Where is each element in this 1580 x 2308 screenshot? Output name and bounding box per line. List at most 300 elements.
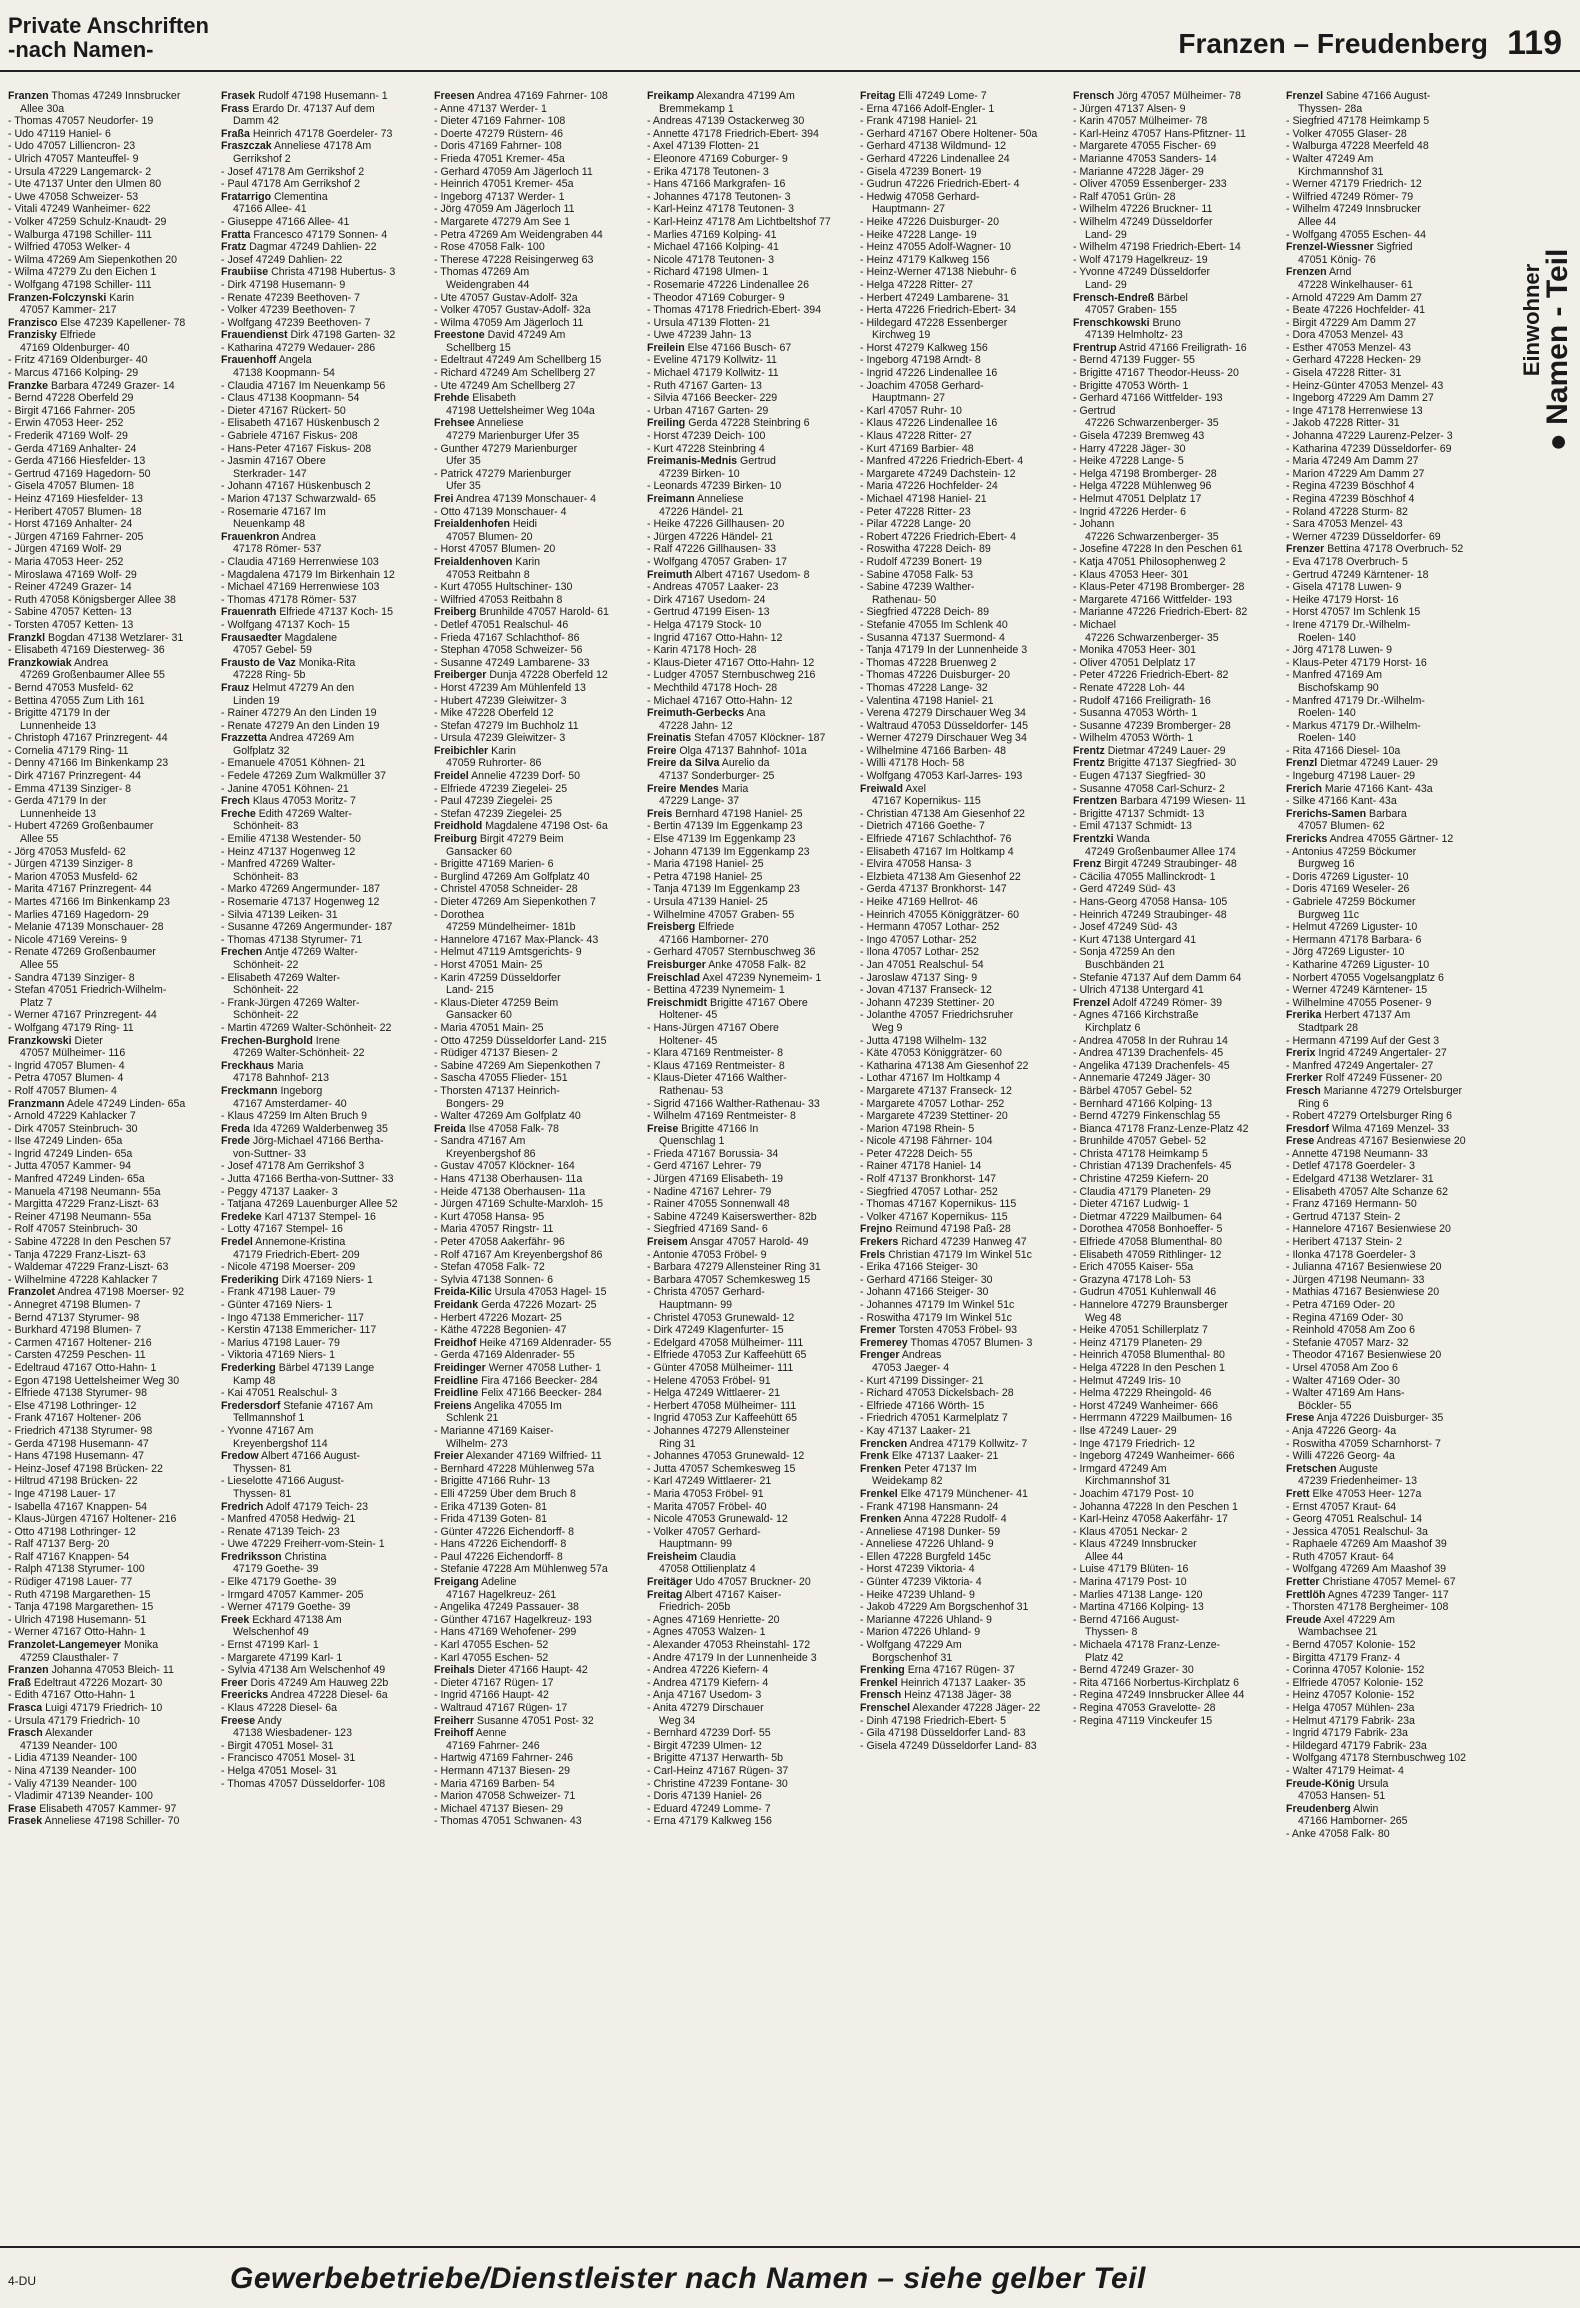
entry-text: - Wilhelm 47249 Düsseldorfer [1073, 215, 1213, 228]
entry-text: David 47249 Am [487, 329, 566, 342]
directory-entry [860, 1526, 1067, 1539]
entry-text: - Angelika 47249 Passauer- 38 [434, 1601, 579, 1614]
entry-text: Karin [515, 555, 540, 568]
directory-entry [647, 1702, 854, 1715]
directory-entry [1073, 1689, 1280, 1702]
directory-entry [434, 1803, 641, 1816]
directory-entry [434, 317, 641, 330]
directory-entry [860, 1475, 1067, 1488]
directory-entry [221, 1778, 428, 1791]
entry-continuation: Damm 42 [233, 115, 279, 128]
entry-continuation: 47269 Großenbaumer Allee 55 [20, 669, 165, 682]
directory-entry [8, 619, 215, 632]
directory-entry [8, 669, 215, 682]
surname: Freisburger [647, 958, 706, 971]
directory-entry [221, 1664, 428, 1677]
entry-text: - Elli 47259 Über dem Bruch 8 [434, 1487, 576, 1500]
entry-text: - Giuseppe 47166 Allee- 41 [221, 215, 350, 228]
directory-entry [434, 468, 641, 481]
entry-text: - Thomas 47057 Düsseldorfer- 108 [221, 1777, 386, 1790]
entry-text: - Karl-Heinz 47178 Teutonen- 3 [647, 203, 795, 216]
directory-entry [1073, 1463, 1280, 1476]
directory-entry [1286, 1299, 1493, 1312]
directory-entry [221, 216, 428, 229]
entry-text: Andrea 47139 Monschauer- 4 [455, 493, 596, 505]
directory-entry [860, 732, 1067, 745]
surname: Freire [647, 744, 677, 757]
entry-text: - Thomas 47178 Römer- 537 [221, 593, 357, 606]
entry-text: - Friedrich 47138 Styrumer- 98 [8, 1424, 153, 1437]
directory-entry [8, 1236, 215, 1249]
entry-text: - Gerhard 47167 Obere Holtener- 50a [860, 127, 1038, 140]
directory-entry [647, 1614, 854, 1627]
directory-entry [1073, 455, 1280, 468]
entry-text: - Nicole 47053 Grunewald- 12 [647, 1513, 788, 1526]
directory-entry [1073, 1186, 1280, 1199]
directory-entry [8, 883, 215, 896]
entry-text: - Horst 47249 Wanheimer- 666 [1073, 1399, 1219, 1412]
directory-entry [1286, 128, 1493, 141]
entry-text: - Richard 47053 Dickelsbach- 28 [860, 1387, 1014, 1400]
entry-text: Heinrich 47137 Laaker- 35 [900, 1676, 1026, 1689]
directory-entry [860, 1425, 1067, 1438]
entry-text: - Ingeborg 47229 Am Damm 27 [1286, 392, 1434, 405]
entry-text: - Wilhelm 47226 Bruckner- 11 [1073, 203, 1213, 216]
entry-text: - Bernd 47137 Styrumer- 98 [8, 1311, 140, 1324]
directory-entry [647, 606, 854, 619]
directory-entry [1073, 1110, 1280, 1123]
entry-text: - Klaus 47226 Lindenallee 16 [860, 417, 998, 430]
entry-text: - Stefanie 47055 Im Schlenk 40 [860, 618, 1008, 631]
directory-entry [1073, 871, 1280, 884]
directory-entry [647, 1349, 854, 1362]
surname: Frausto de Vaz [221, 656, 296, 669]
directory-entry [1286, 1022, 1493, 1035]
entry-text: - Dora 47053 Menzel- 43 [1286, 329, 1404, 342]
entry-text: - Agnes 47166 Kirchstraße [1073, 1009, 1199, 1022]
directory-entry [8, 1740, 215, 1753]
directory-entry [434, 669, 641, 682]
entry-text: - Jan 47051 Realschul- 54 [860, 958, 984, 971]
entry-text: - Johann 47167 Hüskenbusch 2 [221, 480, 371, 493]
directory-entry [221, 1412, 428, 1425]
directory-entry [1073, 883, 1280, 896]
entry-text: - Therese 47228 Reisingerweg 63 [434, 253, 594, 266]
entry-text: - Ingeborg 47249 Wanheimer- 666 [1073, 1450, 1235, 1463]
directory-entry [1073, 1375, 1280, 1388]
entry-text: - Erwin 47053 Heer- 252 [8, 417, 124, 430]
entry-text: Monika-Rita [298, 656, 356, 669]
entry-text: - Klaus 47051 Neckar- 2 [1073, 1525, 1188, 1538]
entry-text: - Karl 47249 Wittlaerer- 21 [647, 1475, 772, 1488]
entry-continuation: 47053 Hansen- 51 [1298, 1790, 1386, 1803]
entry-text: - Marion 47198 Rhein- 5 [860, 1122, 975, 1135]
entry-text: - Heribert 47137 Stein- 2 [1286, 1236, 1403, 1249]
directory-entry [860, 594, 1067, 607]
directory-entry [1073, 1274, 1280, 1287]
directory-entry [434, 1614, 641, 1627]
entry-continuation: Platz 42 [1085, 1651, 1124, 1664]
entry-text: - Christa 47178 Heimkamp 5 [1073, 1147, 1208, 1160]
entry-continuation: 47226 Schwarzenberger- 35 [1085, 530, 1219, 543]
directory-entry [221, 1551, 428, 1564]
entry-text: - Gerhard 47138 Wildmund- 12 [860, 140, 1007, 153]
directory-entry [1286, 1286, 1493, 1299]
directory-entry [1286, 934, 1493, 947]
directory-entry [1286, 1677, 1493, 1690]
directory-entry [1073, 1513, 1280, 1526]
surname: Frenzel-Wiessner [1286, 241, 1374, 254]
directory-entry [860, 317, 1067, 330]
directory-entry [647, 1463, 854, 1476]
entry-text: Christa 47198 Hubertus- 3 [271, 266, 396, 279]
directory-entry [434, 984, 641, 997]
entry-text: - Roswitha 47228 Deich- 89 [860, 543, 991, 556]
directory-entry [221, 153, 428, 166]
directory-entry [1286, 1148, 1493, 1161]
directory-entry [434, 858, 641, 871]
directory-entry [8, 1123, 215, 1136]
entry-text: - Francisco 47051 Mosel- 31 [221, 1752, 356, 1765]
directory-entry [1073, 1425, 1280, 1438]
directory-entry [8, 732, 215, 745]
directory-entry [221, 909, 428, 922]
directory-entry [1073, 921, 1280, 934]
entry-text: - Michael 47167 Otto-Hahn- 12 [647, 694, 793, 707]
page-number: 119 [1507, 24, 1562, 62]
entry-text: - Karl-Heinz 47057 Hans-Pfitzner- 11 [1073, 127, 1246, 140]
directory-entry [1286, 1790, 1493, 1803]
directory-entry [860, 1324, 1067, 1337]
entry-text: - Hildegard 47228 Essenberger [860, 316, 1008, 329]
directory-entry [1073, 1249, 1280, 1262]
directory-entry [8, 1110, 215, 1123]
entry-text: - Else 47139 Im Eggenkamp 23 [647, 833, 796, 846]
entry-continuation: von-Suttner- 33 [233, 1147, 307, 1160]
directory-entry [221, 707, 428, 720]
entry-text: Barbara 47199 Wiesen- 11 [1120, 795, 1246, 808]
directory-entry [860, 846, 1067, 859]
entry-text: - Margarete 47239 Stettiner- 20 [860, 1110, 1008, 1123]
directory-entry [647, 241, 854, 254]
directory-entry [860, 417, 1067, 430]
entry-text: - Frieda 47167 Schlachthof- 86 [434, 631, 580, 644]
directory-entry [1073, 1324, 1280, 1337]
directory-entry [1073, 1702, 1280, 1715]
directory-entry [434, 1689, 641, 1702]
directory-entry [647, 984, 854, 997]
entry-text: - Kerstin 47138 Emmericher- 117 [221, 1324, 377, 1337]
directory-entry [860, 1211, 1067, 1224]
directory-entry [647, 1727, 854, 1740]
surname: Frenking [860, 1664, 905, 1677]
entry-text: - Wilfried 47053 Reitbahn 8 [434, 593, 563, 606]
entry-text: - Annette 47198 Neumann- 33 [1286, 1147, 1428, 1160]
entry-text: - Janine 47051 Köhnen- 21 [221, 782, 349, 795]
directory-entry [860, 531, 1067, 544]
entry-text: Sigfried [1376, 241, 1413, 254]
directory-entry [860, 1249, 1067, 1262]
entry-text: - Yvonne 47249 Düsseldorfer [1073, 266, 1211, 279]
surname: Frese [1286, 1412, 1315, 1425]
entry-text: - Ernst 47199 Karl- 1 [221, 1639, 319, 1652]
entry-text: - Pilar 47228 Lange- 20 [860, 518, 971, 531]
entry-text: Magdalene [284, 631, 338, 644]
directory-entry [1073, 1035, 1280, 1048]
directory-entry [1286, 140, 1493, 153]
entry-text: - Gerhard 47226 Lindenallee 24 [860, 152, 1010, 165]
directory-entry [647, 1765, 854, 1778]
entry-text: - Doris 47139 Haniel- 26 [647, 1790, 762, 1803]
directory-entry [860, 354, 1067, 367]
entry-text: Edith 47269 Walter- [258, 807, 352, 820]
directory-entry [434, 292, 641, 305]
entry-continuation: 47166 Allee- 41 [233, 203, 307, 216]
surname: Frenschkowski [1073, 316, 1150, 329]
entry-text: - Ursula 47139 Flotten- 21 [647, 316, 771, 329]
surname: Frenkel [860, 1487, 898, 1500]
surname: Freire Mendes [647, 782, 719, 795]
directory-entry [860, 1715, 1067, 1728]
surname: Freilein [647, 341, 685, 354]
entry-text: - Katharina 47279 Wedauer- 286 [221, 341, 376, 354]
surname: Frerichs-Samen [1286, 807, 1367, 820]
entry-text: - Hannelore 47167 Max-Planck- 43 [434, 933, 599, 946]
surname: Freek [221, 1613, 250, 1626]
entry-text: - Bianca 47178 Franz-Lenze-Platz 42 [1073, 1122, 1249, 1135]
entry-text: - Egon 47198 Uettelsheimer Weg 30 [8, 1374, 180, 1387]
surname: Fredeke [221, 1210, 262, 1223]
directory-entry [1286, 405, 1493, 418]
surname: Freisheim [647, 1550, 698, 1563]
entry-text: - Beate 47226 Hochfelder- 41 [1286, 304, 1425, 317]
directory-entry [1073, 1551, 1280, 1564]
directory-entry [1073, 1123, 1280, 1136]
entry-text: - Werner 47167 Prinzregent- 44 [8, 1009, 157, 1022]
entry-text: - Lothar 47167 Im Holtkamp 4 [860, 1072, 1001, 1085]
directory-entry [8, 1601, 215, 1614]
entry-text: - Otto 47198 Lothringer- 12 [8, 1525, 136, 1538]
entry-text: - Martes 47166 Im Binkenkamp 23 [8, 896, 170, 908]
directory-entry [647, 632, 854, 645]
directory-entry [221, 1563, 428, 1576]
directory-entry [434, 1702, 641, 1715]
surname: Franzolet-Langemeyer [8, 1639, 122, 1652]
entry-text: - Hermann 47178 Barbara- 6 [1286, 933, 1422, 946]
directory-entry [221, 946, 428, 959]
directory-entry [8, 1198, 215, 1211]
surname: Franzkl [8, 631, 46, 644]
entry-continuation: Kreyenbergshof 114 [233, 1437, 328, 1450]
entry-text: Andrea [281, 530, 316, 543]
entry-continuation: Land- 29 [1085, 278, 1127, 291]
directory-entry [1286, 632, 1493, 645]
directory-entry [8, 543, 215, 556]
entry-text: - Klaus 47259 Im Alten Bruch 9 [221, 1110, 368, 1123]
entry-text: Gertrud [740, 455, 776, 468]
entry-text: - Bernd 47053 Musfeld- 62 [8, 681, 134, 694]
directory-entry [647, 1009, 854, 1022]
directory-entry [1286, 254, 1493, 267]
directory-entry [434, 972, 641, 985]
entry-text: Ursula [1357, 1777, 1389, 1790]
entry-text: - Ralf 47051 Grün- 28 [1073, 190, 1176, 203]
directory-entry [434, 1727, 641, 1740]
directory-entry [860, 770, 1067, 783]
entry-text: - Bernd 47228 Oberfeld 29 [8, 392, 134, 405]
directory-entry [1286, 1400, 1493, 1413]
directory-entry [8, 1689, 215, 1702]
entry-continuation: 47226 Händel- 21 [659, 505, 744, 518]
directory-entry [647, 1412, 854, 1425]
surname: Frels [860, 1248, 886, 1261]
directory-entry [860, 229, 1067, 242]
directory-entry [647, 720, 854, 733]
entry-continuation: Thyssen- 81 [233, 1487, 292, 1500]
directory-entry [434, 1299, 641, 1312]
surname: Frerich [1286, 782, 1322, 795]
directory-entry [1286, 707, 1493, 720]
directory-entry [1073, 1601, 1280, 1614]
entry-text: Elfriede 47137 Koch- 15 [279, 606, 393, 619]
directory-entry [1286, 1450, 1493, 1463]
directory-entry [221, 669, 428, 682]
directory-entry [1286, 896, 1493, 909]
entry-text: - Heinrich 47051 Kremer- 45a [434, 178, 574, 191]
directory-entry [1073, 493, 1280, 506]
directory-entry [860, 115, 1067, 128]
entry-text: - Ingrid 47166 Haupt- 42 [434, 1689, 549, 1702]
entry-continuation: Weg 9 [872, 1021, 903, 1034]
directory-entry [8, 745, 215, 758]
directory-entry [647, 569, 854, 582]
directory-entry [1073, 380, 1280, 393]
surname: Frech [221, 795, 250, 808]
entry-text: - Thomas 47051 Schwanen- 43 [434, 1815, 582, 1828]
surname: Freiens [434, 1399, 472, 1412]
surname: Freis [647, 807, 673, 820]
entry-continuation: Platz 7 [20, 996, 53, 1009]
entry-text: - Susanna 47137 Suermond- 4 [860, 631, 1005, 644]
directory-entry [647, 1715, 854, 1728]
directory-entry [1286, 569, 1493, 582]
entry-continuation: Holtener- 45 [659, 1034, 718, 1047]
directory-entry [1073, 1387, 1280, 1400]
directory-entry [860, 707, 1067, 720]
entry-text: - Renate 47269 Großenbaumer [8, 946, 156, 959]
entry-text: - Michaela 47178 Franz-Lenze- [1073, 1639, 1221, 1652]
directory-entry [1073, 858, 1280, 871]
entry-text: - Elvira 47058 Hansa- 3 [860, 858, 972, 871]
entry-text: - Julianna 47167 Besienwiese 20 [1286, 1261, 1442, 1274]
entry-text: - Marianne 47226 Friedrich-Ebert- 82 [1073, 606, 1248, 619]
entry-text: - Heike 47226 Duisburger- 20 [860, 215, 999, 228]
entry-text: - Josefine 47228 In den Peschen 61 [1073, 543, 1243, 556]
entry-continuation: 47053 Reitbahn 8 [446, 568, 530, 581]
directory-entry [1286, 682, 1493, 695]
entry-text: - Herrmann 47229 Mailbumen- 16 [1073, 1412, 1232, 1425]
directory-entry [647, 1563, 854, 1576]
directory-entry [860, 103, 1067, 116]
entry-continuation: 47259 Mündelheimer- 181b [446, 921, 576, 934]
directory-entry [8, 1186, 215, 1199]
entry-continuation: 47228 Jahn- 12 [659, 719, 733, 732]
surname: Frett [1286, 1487, 1310, 1500]
entry-text: - Margarete 47249 Dachstein- 12 [860, 467, 1016, 480]
directory-entry [8, 1463, 215, 1476]
entry-text: Andreas 47167 Besienwiese 20 [1316, 1135, 1466, 1148]
entry-text: - Norbert 47055 Vogelsangplatz 6 [1286, 971, 1444, 984]
directory-entry [647, 279, 854, 292]
entry-text: - Maria 47053 Fröbel- 91 [647, 1487, 764, 1500]
directory-entry [860, 1148, 1067, 1161]
directory-entry [860, 833, 1067, 846]
entry-text: - Udo 47119 Haniel- 6 [8, 127, 111, 140]
entry-text: - Jutta 47057 Schemkesweg 15 [647, 1462, 796, 1475]
directory-entry [860, 90, 1067, 103]
entry-continuation: 47137 Sonderburger- 25 [659, 770, 775, 783]
directory-entry [8, 1526, 215, 1539]
directory-entry [221, 1173, 428, 1186]
entry-continuation: Land- 29 [1085, 228, 1127, 241]
directory-entry [647, 669, 854, 682]
directory-entry [1073, 770, 1280, 783]
directory-entry [860, 959, 1067, 972]
directory-entry [860, 795, 1067, 808]
directory-entry [647, 493, 854, 506]
entry-text: - Heike 47228 Lange- 5 [1073, 455, 1184, 468]
directory-entry [647, 1790, 854, 1803]
directory-entry [434, 342, 641, 355]
directory-entry [1073, 279, 1280, 292]
directory-entry [860, 329, 1067, 342]
entry-text: - Inge 47198 Lauer- 17 [8, 1487, 116, 1500]
entry-text: - Susanne 47269 Angermunder- 187 [221, 921, 393, 934]
entry-text: Antje 47269 Walter- [264, 946, 358, 959]
directory-entry [8, 606, 215, 619]
directory-entry [647, 1689, 854, 1702]
directory-entry [434, 1778, 641, 1791]
entry-text: - Erika 47178 Teutonen- 3 [647, 165, 769, 178]
directory-entry [860, 745, 1067, 758]
entry-text: - Maria 47249 Am Damm 27 [1286, 455, 1419, 468]
directory-entry [1073, 1576, 1280, 1589]
directory-entry [434, 178, 641, 191]
directory-entry [860, 1223, 1067, 1236]
entry-text: - Rudolf 47239 Bonert- 19 [860, 555, 982, 568]
entry-continuation: 47138 Koopmann- 54 [233, 367, 335, 380]
directory-entry [221, 1110, 428, 1123]
directory-entry [434, 997, 641, 1010]
entry-text: - Horst 47057 Blumen- 20 [434, 543, 556, 556]
entry-text: Karl 47137 Stempel- 16 [264, 1210, 376, 1223]
surname: Frechen-Burghold [221, 1034, 313, 1047]
entry-text: - Maria 47053 Heer- 252 [8, 555, 124, 568]
directory-entry [8, 632, 215, 645]
entry-text: - Gerhard 47059 Am Jägerloch 11 [434, 165, 593, 178]
entry-text: - Ursula 47229 Langemarck- 2 [8, 165, 152, 178]
entry-text: - Elisabeth 47269 Walter- [221, 971, 341, 984]
directory-entry [1286, 304, 1493, 317]
entry-text: - Helga 47179 Stock- 10 [647, 618, 762, 631]
entry-text: - Wilhelmine 47166 Barben- 48 [860, 744, 1007, 757]
entry-text: - Kurt 47138 Untergard 41 [1073, 933, 1197, 946]
entry-text: - Bernhard 47228 Mühlenweg 57a [434, 1462, 595, 1475]
entry-text: - Dirk 47249 Klagenfurter- 15 [647, 1324, 784, 1337]
entry-text: - Andrea 47179 Kiefern- 4 [647, 1676, 769, 1689]
entry-text: - Karl-Heinz 47058 Aakerfähr- 17 [1073, 1513, 1228, 1526]
entry-text: - Martin 47269 Walter-Schönheit- 22 [221, 1021, 392, 1034]
